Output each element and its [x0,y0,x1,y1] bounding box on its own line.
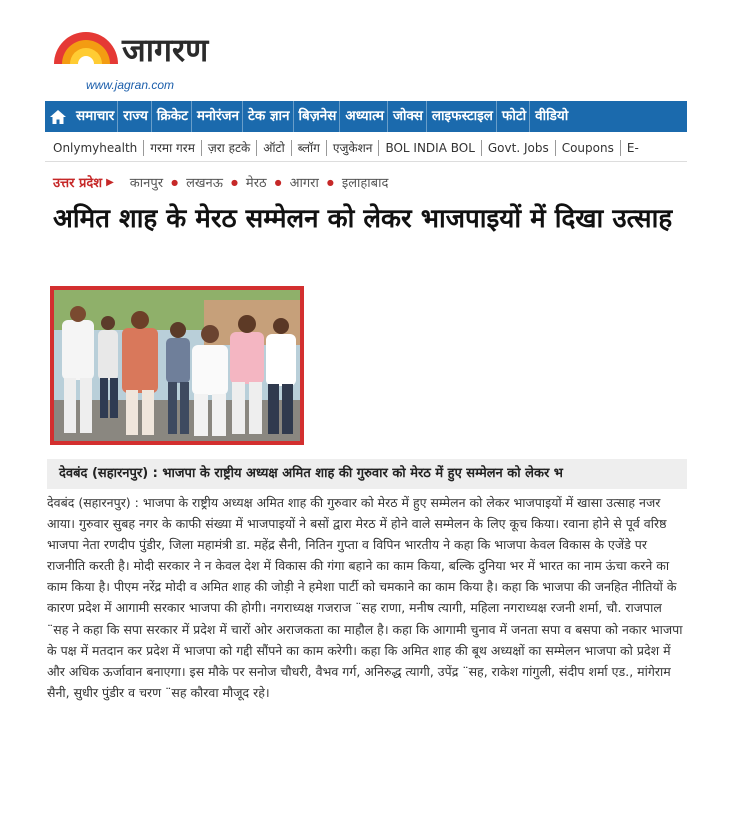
sub-nav-epaper[interactable]: E- [626,140,639,155]
sub-nav-blog[interactable]: ब्लॉग [292,140,327,156]
nav-item-news[interactable]: समाचार [71,101,118,132]
nav-item-states[interactable]: राज्य [118,101,152,132]
nav-item-spirituality[interactable]: अध्यात्म [340,101,388,132]
article-headline: अमित शाह के मेरठ सम्मेलन को लेकर भाजपाइयों में दिखा उत्साह [53,204,673,234]
article-body [47,492,687,703]
logo-text: जागरण [122,31,209,69]
breadcrumb [53,172,388,192]
article-summary-text: देवबंद (सहारनपुर) : भाजपा के राष्ट्रीय अध्यक्ष अमित शाह की गुरुवार को मेरठ में हुए सम्मेलन को लेकर भ [59,466,563,481]
sub-nav-govt-jobs[interactable]: Govt. Jobs [482,140,556,156]
main-navigation [45,101,687,132]
bullet-icon: ● [230,177,238,187]
home-icon [49,109,67,125]
nav-item-lifestyle[interactable]: लाइफस्टाइल [427,101,497,132]
sub-nav-garma-garam[interactable]: गरमा गरम [144,140,202,156]
group-walking-photo [54,290,300,441]
secondary-navigation [45,134,687,162]
nav-item-cricket[interactable]: क्रिकेट [152,101,192,132]
breadcrumb-city-allahabad[interactable]: इलाहाबाद [341,176,389,191]
sub-nav-coupons[interactable]: Coupons [556,140,621,156]
nav-item-video[interactable]: वीडियो [535,108,569,124]
rising-sun-logo-icon [52,30,120,66]
sub-nav-auto[interactable]: ऑटो [257,140,291,156]
breadcrumb-city-kanpur[interactable]: कानपुर [129,176,164,191]
bullet-icon: ● [171,177,179,187]
breadcrumb-city-lucknow[interactable]: लखनऊ [186,176,223,191]
caret-right-icon: ▶ [106,176,114,188]
nav-item-jokes[interactable]: जोक्स [388,101,427,132]
sub-nav-bol-india-bol[interactable]: BOL INDIA BOL [379,140,481,156]
article-photo [50,286,304,445]
bullet-icon: ● [274,177,282,187]
nav-item-business[interactable]: बिज़नेस [294,101,341,132]
article-body-paragraph: देवबंद (सहारनपुर) : भाजपा के राष्ट्रीय अध्यक्ष अमित शाह की गुरुवार को मेरठ में हुए सम्मेलन को लेकर भाजपाइयों में खासा उत्साह नजर आया। गुरुवार सुबह नगर के काफी संख्या में भाजपाइयों ने बसों द्वारा मेरठ में होने वाले सम्मेलन के लिए कूच किया। रवाना होने से पूर्व वरिष्ठ भाजपा नेता रणदीप पुंडीर, जिला महामंत्री डा. महेंद्र सैनी, नितिन गुप्ता व विपिन भारतीय ने कहा कि भाजपा केवल विकास के एजेंडे पर राजनीति करती है। मोदी सरकार ने न केवल देश में विकास की गंगा बहाने का काम किया, बल्कि दुनिया भर में भारत का नाम ऊंचा करने का काम किया है। पीएम नरेंद्र मोदी व अमित शाह की जोड़ी ने हमेशा पार्टी को चमकाने का काम किया है। कहा कि भाजपा की जनहित नीतियों के कारण प्रदेश में आगामी सरकार भाजपा की होगी। नगराध्यक्ष गजराज ¨सह राणा, मनीष त्यागी, महिला नगराध्यक्ष रजनी शर्मा, चौ. राजपाल ¨सह ने कहा कि सपा सरकार में प्रदेश में चारों ओर अराजकता का माहौल है। कहा कि आगामी चुनाव में जनता सपा व बसपा को नकार भाजपा के पक्ष में मतदान कर प्रदेश में भाजपा को गद्दी सौंपने का काम करेगी। कहा कि अमित शाह की बूथ अध्यक्षों का सम्मेलन भाजपा को प्रदेश में और अधिक ऊर्जावान बनाएगा। इस मौके पर सनोज चौधरी, वैभव गर्ग, अनिरुद्ध त्यागी, उपेंद्र ¨सह, राकेश गांगुली, संदीप शर्मा एड., मांगेराम सैनी, सुधीर पुंडीर व चरण ¨सह कौरवा मौजूद रहे। [47,495,683,700]
nav-item-photo[interactable]: फोटो [497,101,530,132]
sub-nav-education[interactable]: एजुकेशन [327,140,380,156]
bullet-icon: ● [326,177,334,187]
sub-nav-onlymyhealth[interactable]: Onlymyhealth [45,140,144,156]
sub-nav-zara-hatke[interactable]: ज़रा हटके [202,140,257,156]
nav-item-entertainment[interactable]: मनोरंजन [192,101,243,132]
site-url-link[interactable]: www.jagran.com [86,78,175,92]
breadcrumb-state[interactable]: उत्तर प्रदेश [53,176,103,191]
breadcrumb-city-meerut[interactable]: मेरठ [245,176,267,191]
site-header [52,30,312,100]
nav-item-tech[interactable]: टेक ज्ञान [243,101,294,132]
site-logo[interactable] [52,30,292,72]
article-summary [47,459,687,489]
home-button[interactable] [45,101,71,132]
breadcrumb-city-agra[interactable]: आगरा [289,176,319,191]
